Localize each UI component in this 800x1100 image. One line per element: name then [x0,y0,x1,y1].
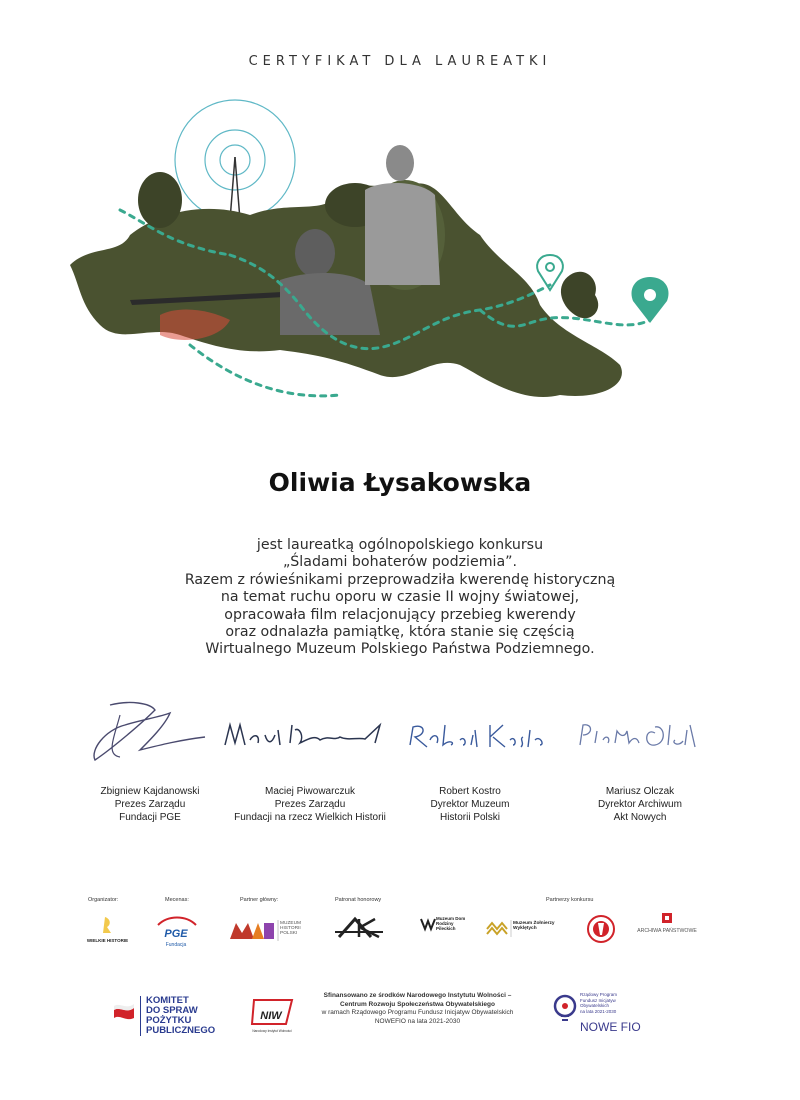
signer-name: Mariusz Olczak [605,786,675,797]
niw-logo-text: NIW [260,1010,282,1022]
main-partner-label: Partner główny: [240,897,279,903]
muzeum-historii-polski-logo [228,917,310,943]
komitet-logo [140,996,215,1036]
body-line: oraz odnalazła pamiątkę, która stanie się częścią [225,624,575,641]
wielkie-historie-logo [85,915,130,945]
signer-org: Fundacji na rzecz Wielkich Historii [234,812,386,823]
signer-org: Historii Polski [439,812,500,823]
pge-logo [152,913,200,949]
niw-logo-sub: Narodowy Instytut Wolności [252,1029,292,1033]
nowefio-caption-line: na lata 2021-2030 [580,1008,617,1014]
lightbulb-icon [552,994,578,1026]
signature-olczak [575,695,705,770]
body-line: jest laureatką ogólnopolskiego konkursu [256,537,544,553]
niw-logo [248,994,296,1036]
komitet-line: DO SPRAW [146,1005,198,1016]
signer-name: Zbigniew Kajdanowski [100,786,200,797]
body-line: na temat ruchu oporu w czasie II wojny światowej, [220,589,580,606]
signature-kostro [405,695,555,770]
archiwa-panstwowe-logo [637,911,697,947]
body-line: Wirtualnego Muzeum Polskiego Państwa Podziemnego. [205,641,595,658]
funding-section [100,990,700,1040]
hero-illustration [60,105,700,415]
body-line: Razem z rówieśnikami przeprowadziła kwerendę historyczną [184,571,616,588]
signers [50,785,750,835]
partner-logos [70,897,730,957]
nowefio-caption [580,992,617,1014]
signer-name: Robert Kostro [439,786,501,797]
nowefio-logo-text: NOWE FIO [580,1020,641,1034]
komitet-line: KOMITET [146,995,189,1006]
mhp-logo-text: MUZEUM HISTORII POLSKI [280,921,302,937]
body-line: „Śladami bohaterów podziemia”. [282,554,518,571]
komitet-line: POŻYTKU [146,1015,192,1026]
signer-role: Prezes Zarządu [274,799,346,810]
nowefio-caption-line: Obywatelskich [580,1003,610,1008]
patron-label: Mecenas: [165,897,189,903]
muzeum-pileckich-logo [418,913,470,943]
signer-role: Prezes Zarządu [114,799,186,810]
nowefio-caption-line: Fundusz Inicjatyw [580,997,616,1003]
signer-org: Akt Nowych [613,812,667,823]
woman-figure [365,145,440,285]
body-line: opracowała film relacjonujący przebieg kwerendy [224,606,576,623]
komitet-line: PUBLICZNEGO [146,1025,216,1036]
partner1-logo-text: Muzeum Dom Rodziny Pileckich [436,916,466,931]
signature-row [70,695,750,770]
nowefio-caption-line: Rządowy Program [580,992,618,997]
map-pin-filled-icon [632,277,669,323]
pge-logo-text: PGE [164,928,188,940]
funding-statement [315,992,520,1026]
recipient-name: Oliwia Łysakowska [268,468,532,497]
funding-line-4: NOWEFIO na lata 2021-2030 [374,1017,461,1025]
signature-piwowarczuk [220,695,390,770]
organizer-label: Organizator: [88,897,119,903]
flag-icon [112,1002,136,1022]
seal-logo [585,913,617,945]
certificate-title: CERTYFIKAT DLA LAUREATKI [248,54,552,69]
honorary-label: Patronat honorowy [335,897,382,903]
signer-role: Dyrektor Archiwum [598,799,682,810]
armia-krajowa-logo [335,917,383,939]
organizer-logo-text: WIELKIE HISTORIE [86,938,129,943]
funding-line-3: w ramach Rządowego Programu Fundusz Inicjatyw Obywatelskich [321,1009,514,1016]
signer-role: Dyrektor Muzeum [430,799,510,810]
radio-tower-icon [175,100,295,220]
partner2-logo-text: Muzeum Żołnierzy Wyklętych [513,921,555,932]
signer-org: Fundacji PGE [119,812,181,823]
pge-logo-sub: Fundacja [165,942,187,948]
signer-name: Maciej Piwowarczuk [264,786,356,797]
funding-line-1: Sfinansowano ze środków Narodowego Instytutu Wolności – [323,992,512,999]
partners-label: Partnerzy konkursu [546,897,594,903]
archiwa-logo-text: ARCHIWA PAŃSTWOWE [637,928,697,934]
certificate-body [100,537,700,659]
signature-kajdanowski [80,695,210,770]
funding-line-2: Centrum Rozwoju Społeczeństwa Obywatelskiego [340,1000,495,1008]
muzeum-zolnierzy-wykletych-logo [485,917,565,939]
signer-4 [540,785,740,824]
